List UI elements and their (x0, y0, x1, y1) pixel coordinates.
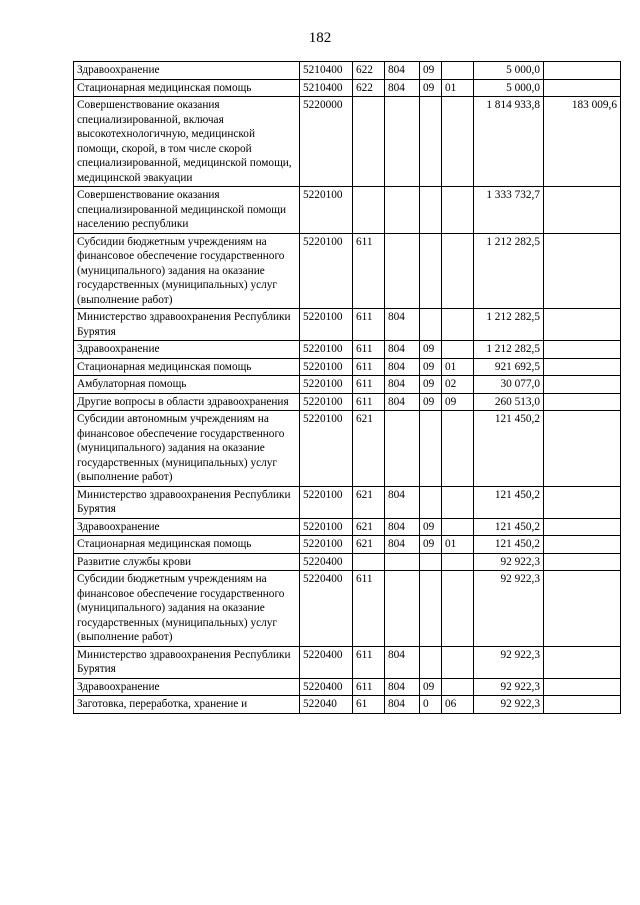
cell-name: Стационарная медицинская помощь (74, 536, 300, 554)
cell-target-code: 5210400 (300, 62, 353, 80)
cell-section: 09 (420, 536, 442, 554)
cell-section: 09 (420, 341, 442, 359)
cell-section (420, 97, 442, 187)
cell-administrator: 804 (385, 518, 420, 536)
cell-amount-federal (544, 187, 621, 234)
cell-section: 09 (420, 518, 442, 536)
cell-section (420, 571, 442, 647)
cell-amount: 92 922,3 (474, 571, 544, 647)
cell-expense-type: 611 (353, 678, 385, 696)
cell-amount: 5 000,0 (474, 79, 544, 97)
cell-subsection (442, 553, 474, 571)
cell-amount: 121 450,2 (474, 486, 544, 518)
page-number: 182 (308, 30, 332, 46)
cell-section: 0 (420, 696, 442, 714)
cell-target-code: 5220100 (300, 411, 353, 487)
cell-amount-federal (544, 553, 621, 571)
cell-administrator (385, 553, 420, 571)
cell-administrator (385, 233, 420, 309)
cell-administrator: 804 (385, 341, 420, 359)
table-row (74, 678, 621, 696)
cell-amount-federal: 183 009,6 (544, 97, 621, 187)
cell-subsection (442, 411, 474, 487)
cell-name: Здравоохранение (74, 62, 300, 80)
cell-subsection: 01 (442, 79, 474, 97)
cell-name: Совершенствование оказания специализированной медицинской помощи населению республики (74, 187, 300, 234)
cell-administrator: 804 (385, 486, 420, 518)
cell-amount: 921 692,5 (474, 358, 544, 376)
cell-amount: 121 450,2 (474, 518, 544, 536)
cell-section (420, 553, 442, 571)
cell-subsection (442, 646, 474, 678)
cell-target-code: 5220400 (300, 646, 353, 678)
cell-subsection (442, 309, 474, 341)
cell-target-code: 5220000 (300, 97, 353, 187)
cell-name: Министерство здравоохранения Республики Бурятия (74, 646, 300, 678)
cell-name: Амбулаторная помощь (74, 376, 300, 394)
table-row (74, 646, 621, 678)
cell-target-code: 5220100 (300, 233, 353, 309)
table-row (74, 358, 621, 376)
cell-amount: 92 922,3 (474, 553, 544, 571)
cell-subsection (442, 233, 474, 309)
cell-subsection (442, 97, 474, 187)
cell-expense-type: 621 (353, 411, 385, 487)
cell-amount-federal (544, 233, 621, 309)
cell-subsection: 02 (442, 376, 474, 394)
cell-section: 09 (420, 358, 442, 376)
cell-target-code: 5220100 (300, 309, 353, 341)
cell-amount: 5 000,0 (474, 62, 544, 80)
cell-administrator: 804 (385, 358, 420, 376)
cell-administrator: 804 (385, 536, 420, 554)
cell-section: 09 (420, 678, 442, 696)
cell-name: Здравоохранение (74, 518, 300, 536)
table-body (74, 62, 621, 714)
cell-amount-federal (544, 376, 621, 394)
cell-administrator: 804 (385, 678, 420, 696)
cell-target-code: 5220400 (300, 553, 353, 571)
cell-target-code: 5220100 (300, 518, 353, 536)
table-row (74, 376, 621, 394)
table-row (74, 536, 621, 554)
cell-subsection: 09 (442, 393, 474, 411)
cell-name: Заготовка, переработка, хранение и (74, 696, 300, 714)
cell-target-code: 5220100 (300, 393, 353, 411)
cell-subsection (442, 486, 474, 518)
cell-amount-federal (544, 646, 621, 678)
cell-amount: 121 450,2 (474, 411, 544, 487)
cell-expense-type (353, 187, 385, 234)
cell-expense-type: 621 (353, 518, 385, 536)
cell-expense-type: 622 (353, 79, 385, 97)
cell-administrator: 804 (385, 376, 420, 394)
cell-subsection: 06 (442, 696, 474, 714)
cell-target-code: 5220100 (300, 486, 353, 518)
cell-expense-type: 622 (353, 62, 385, 80)
cell-subsection (442, 571, 474, 647)
table-row (74, 187, 621, 234)
cell-amount: 1 814 933,8 (474, 97, 544, 187)
cell-section (420, 646, 442, 678)
cell-amount-federal (544, 486, 621, 518)
cell-target-code: 5220100 (300, 536, 353, 554)
cell-expense-type: 621 (353, 486, 385, 518)
cell-section (420, 309, 442, 341)
cell-subsection (442, 341, 474, 359)
cell-amount: 1 212 282,5 (474, 341, 544, 359)
cell-amount-federal (544, 678, 621, 696)
table-row (74, 233, 621, 309)
cell-administrator: 804 (385, 79, 420, 97)
table-row (74, 97, 621, 187)
table-row (74, 486, 621, 518)
cell-amount-federal (544, 571, 621, 647)
cell-amount: 1 212 282,5 (474, 309, 544, 341)
cell-administrator: 804 (385, 393, 420, 411)
cell-expense-type: 61 (353, 696, 385, 714)
cell-name: Стационарная медицинская помощь (74, 358, 300, 376)
cell-name: Другие вопросы в области здравоохранения (74, 393, 300, 411)
cell-name: Совершенствование оказания специализированной, включая высокотехнологичную, медицинской помощи, скорой, в том числе скорой специализированной, медицинской помощи, медицинской эвакуации (74, 97, 300, 187)
cell-amount: 92 922,3 (474, 678, 544, 696)
cell-administrator: 804 (385, 62, 420, 80)
cell-target-code: 5220100 (300, 358, 353, 376)
cell-section (420, 187, 442, 234)
table-row (74, 571, 621, 647)
cell-amount: 92 922,3 (474, 696, 544, 714)
cell-expense-type: 611 (353, 376, 385, 394)
cell-subsection (442, 678, 474, 696)
cell-target-code: 5220100 (300, 187, 353, 234)
cell-administrator (385, 411, 420, 487)
table-row (74, 553, 621, 571)
cell-amount-federal (544, 341, 621, 359)
cell-target-code: 5220400 (300, 571, 353, 647)
table-row (74, 62, 621, 80)
cell-amount-federal (544, 62, 621, 80)
cell-expense-type: 611 (353, 393, 385, 411)
cell-expense-type: 611 (353, 646, 385, 678)
cell-target-code: 522040 (300, 696, 353, 714)
cell-expense-type: 611 (353, 341, 385, 359)
cell-target-code: 5220100 (300, 341, 353, 359)
table-row (74, 411, 621, 487)
cell-amount: 1 333 732,7 (474, 187, 544, 234)
cell-amount-federal (544, 518, 621, 536)
cell-name: Субсидии бюджетным учреждениям на финансовое обеспечение государственного (муниципального) задания на оказание государственных (муниципальных) услуг (выполнение работ) (74, 233, 300, 309)
cell-section (420, 411, 442, 487)
cell-administrator (385, 187, 420, 234)
cell-target-code: 5220400 (300, 678, 353, 696)
cell-subsection (442, 62, 474, 80)
cell-expense-type: 611 (353, 358, 385, 376)
cell-name: Стационарная медицинская помощь (74, 79, 300, 97)
cell-expense-type: 611 (353, 233, 385, 309)
table-row (74, 341, 621, 359)
cell-amount-federal (544, 358, 621, 376)
cell-administrator (385, 97, 420, 187)
table-row (74, 518, 621, 536)
cell-amount-federal (544, 79, 621, 97)
table-row (74, 309, 621, 341)
cell-administrator: 804 (385, 696, 420, 714)
cell-section: 09 (420, 376, 442, 394)
cell-amount: 260 513,0 (474, 393, 544, 411)
cell-name: Субсидии бюджетным учреждениям на финансовое обеспечение государственного (муниципального) задания на оказание государственных (муниципальных) услуг (выполнение работ) (74, 571, 300, 647)
cell-section: 09 (420, 393, 442, 411)
cell-amount-federal (544, 309, 621, 341)
cell-amount-federal (544, 411, 621, 487)
cell-expense-type: 621 (353, 536, 385, 554)
cell-amount-federal (544, 536, 621, 554)
cell-amount: 121 450,2 (474, 536, 544, 554)
cell-administrator (385, 571, 420, 647)
cell-expense-type (353, 97, 385, 187)
cell-administrator: 804 (385, 646, 420, 678)
table-row (74, 79, 621, 97)
cell-target-code: 5220100 (300, 376, 353, 394)
cell-amount-federal (544, 696, 621, 714)
table-row (74, 393, 621, 411)
cell-subsection (442, 518, 474, 536)
cell-amount-federal (544, 393, 621, 411)
cell-subsection (442, 187, 474, 234)
cell-name: Здравоохранение (74, 341, 300, 359)
cell-name: Субсидии автономным учреждениям на финансовое обеспечение государственного (муниципального) задания на оказание государственных (муниципальных) услуг (выполнение работ) (74, 411, 300, 487)
cell-expense-type (353, 553, 385, 571)
cell-name: Министерство здравоохранения Республики Бурятия (74, 309, 300, 341)
budget-table (73, 61, 621, 714)
cell-name: Министерство здравоохранения Республики Бурятия (74, 486, 300, 518)
table-row (74, 696, 621, 714)
cell-target-code: 5210400 (300, 79, 353, 97)
cell-section: 09 (420, 62, 442, 80)
cell-expense-type: 611 (353, 309, 385, 341)
cell-section: 09 (420, 79, 442, 97)
cell-amount: 30 077,0 (474, 376, 544, 394)
cell-name: Развитие службы крови (74, 553, 300, 571)
cell-amount: 1 212 282,5 (474, 233, 544, 309)
cell-name: Здравоохранение (74, 678, 300, 696)
cell-subsection: 01 (442, 358, 474, 376)
cell-section (420, 486, 442, 518)
cell-amount: 92 922,3 (474, 646, 544, 678)
cell-section (420, 233, 442, 309)
cell-administrator: 804 (385, 309, 420, 341)
cell-subsection: 01 (442, 536, 474, 554)
cell-expense-type: 611 (353, 571, 385, 647)
